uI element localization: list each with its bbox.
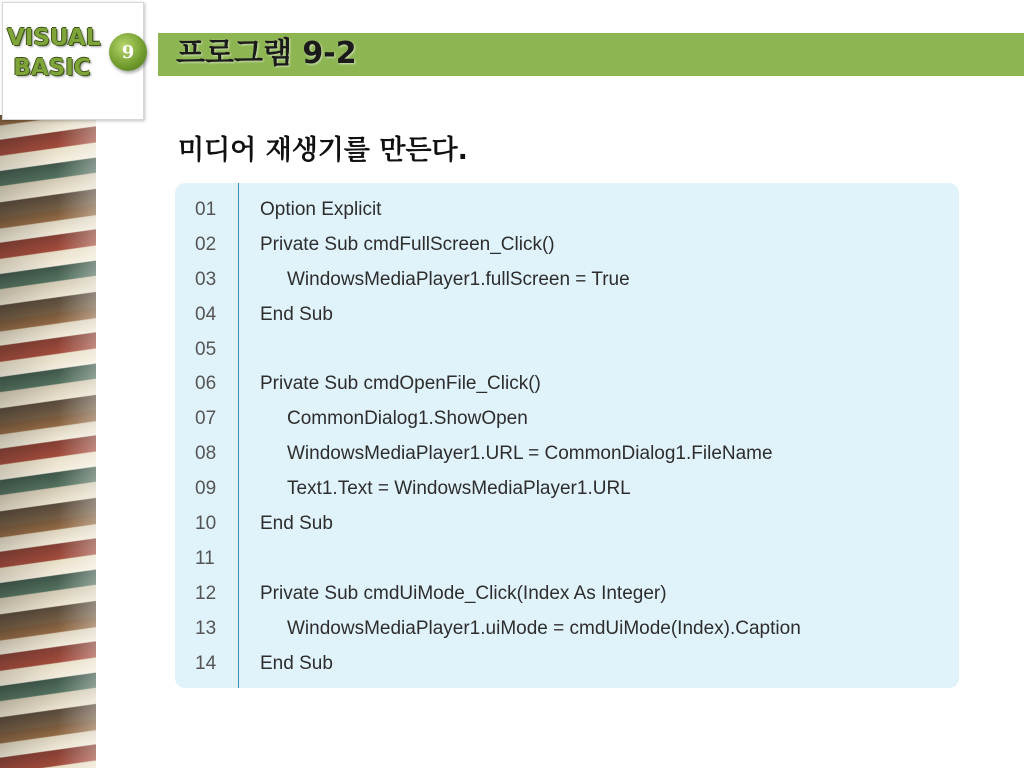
line-number: 14: [195, 652, 217, 674]
book-stack-decoration: [0, 115, 96, 768]
line-code: CommonDialog1.ShowOpen: [287, 408, 528, 430]
line-number: 01: [195, 199, 217, 220]
line-number: 10: [195, 513, 217, 535]
line-code: End Sub: [260, 303, 333, 325]
logo-line-2: BASIC: [13, 55, 91, 81]
line-code: End Sub: [260, 652, 333, 674]
line-number: 13: [195, 617, 217, 639]
code-line: [175, 298, 959, 333]
code-line: [175, 263, 959, 298]
line-number: 09: [195, 478, 217, 500]
code-listing: [175, 193, 959, 681]
line-code: WindowsMediaPlayer1.uiMode = cmdUiMode(Index).Caption: [287, 617, 801, 639]
code-line: [175, 402, 959, 437]
logo-line-1: VISUAL: [7, 25, 101, 51]
line-code: Private Sub cmdUiMode_Click(Index As Integer): [260, 582, 667, 604]
code-line: [175, 472, 959, 507]
line-number: 06: [195, 373, 217, 395]
line-code: WindowsMediaPlayer1.URL = CommonDialog1.FileName: [287, 443, 773, 465]
code-line: [175, 437, 959, 472]
slide-subtitle: 미디어 재생기를 만든다.: [178, 135, 468, 166]
chapter-badge: 9: [109, 33, 147, 71]
line-number: 07: [195, 408, 217, 430]
line-number: 05: [195, 338, 217, 360]
code-line: [175, 542, 959, 577]
code-line: [175, 228, 959, 263]
logo-text: [7, 23, 101, 83]
code-line: [175, 647, 959, 682]
page-title: 프로그램 9-2: [176, 36, 357, 71]
line-code: Private Sub cmdOpenFile_Click(): [260, 373, 541, 395]
code-line: [175, 333, 959, 368]
line-code: End Sub: [260, 513, 333, 535]
code-line: [175, 612, 959, 647]
line-code: Text1.Text = WindowsMediaPlayer1.URL: [287, 478, 631, 500]
line-number: 12: [195, 582, 217, 604]
code-line: [175, 367, 959, 402]
line-number: 03: [195, 268, 217, 290]
line-code: Option Explicit: [260, 199, 382, 220]
line-number: 04: [195, 303, 217, 325]
line-number: 08: [195, 443, 217, 465]
line-code: WindowsMediaPlayer1.fullScreen = True: [287, 268, 630, 290]
line-number: 02: [195, 233, 217, 255]
line-number: 11: [195, 547, 215, 569]
code-line: [175, 507, 959, 542]
line-code: Private Sub cmdFullScreen_Click(): [260, 233, 555, 255]
code-line: [175, 577, 959, 612]
code-line: [175, 193, 959, 228]
